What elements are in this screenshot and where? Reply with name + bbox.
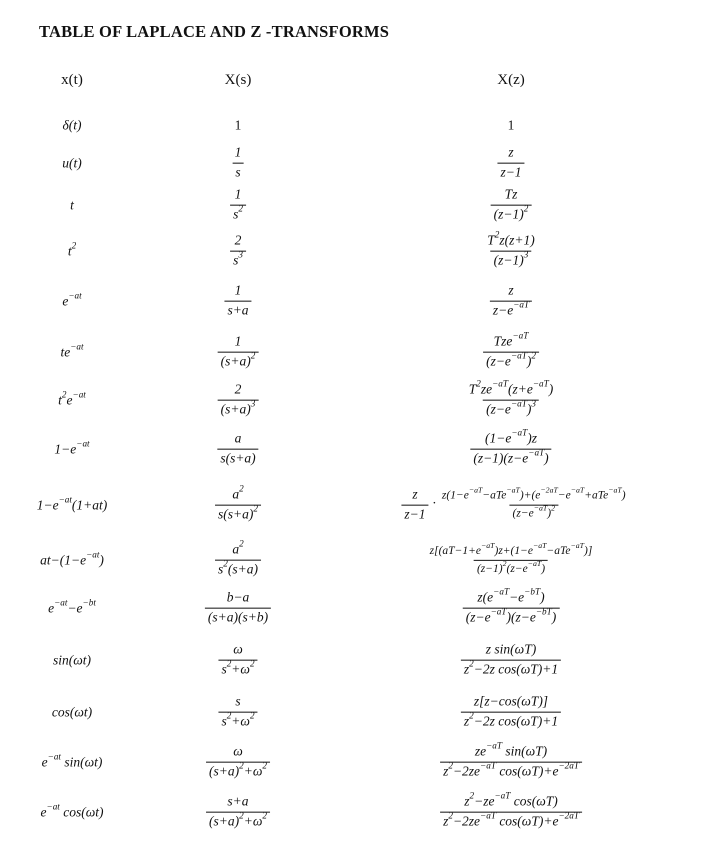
- page-title: TABLE OF LAPLACE AND Z -TRANSFORMS: [39, 22, 390, 41]
- row-2-xt: [62, 156, 82, 170]
- expression: cos(ωt): [51, 704, 93, 720]
- numerator: 1: [234, 333, 242, 349]
- fraction: [440, 790, 582, 830]
- row-8-xs: [217, 432, 258, 467]
- row-5-xz: [490, 284, 532, 319]
- expression: u(t): [62, 155, 82, 171]
- denominator: $(z-1)(z-e^{-aT})$: [470, 449, 551, 467]
- row-1-xs: [235, 118, 242, 132]
- denominator: (s+a)(s+b): [205, 608, 271, 626]
- row-6-xt: [60, 341, 84, 360]
- row-15-xt: [40, 801, 104, 820]
- fraction: [439, 485, 629, 520]
- fraction: [491, 188, 532, 223]
- denominator: $(z-e^{-aT})(z-e^{-bT})$: [463, 608, 560, 626]
- fraction: [461, 643, 561, 678]
- fraction: [483, 330, 539, 370]
- numerator: s+a: [227, 793, 249, 809]
- numerator: s: [235, 693, 241, 709]
- fraction: [215, 483, 261, 523]
- denominator: $s^2$: [230, 205, 246, 223]
- expression: $t^2$: [67, 240, 77, 259]
- row-11-xs: [205, 591, 271, 626]
- fraction: [205, 591, 271, 626]
- row-5-xt: [62, 290, 82, 309]
- row-3-xs: [230, 188, 246, 223]
- fraction: [218, 335, 259, 370]
- numerator: b−a: [226, 589, 250, 605]
- denominator: $(s+a)^2$: [218, 352, 259, 370]
- numerator: $T^2z(z+1)$: [487, 229, 535, 248]
- numerator: $z[(aT-1+e^{-aT})z+(1-e^{-aT}-aTe^{-aT})]$: [429, 540, 593, 557]
- expression: 1: [234, 117, 242, 133]
- denominator: $s^3$: [230, 251, 246, 269]
- denominator: $(z-1)^3$: [491, 251, 532, 269]
- row-6-xz: [483, 330, 539, 370]
- denominator: $(z-e^{-aT})^2$: [483, 352, 539, 370]
- fraction: [470, 427, 551, 467]
- fraction: [484, 229, 537, 269]
- row-14-xz: [440, 740, 582, 780]
- denominator: $(z-e^{-aT})^3$: [483, 400, 539, 418]
- expression: $e^{-at}$ sin(ωt): [41, 751, 103, 770]
- expression: $1-e^{-at}(1+at)$: [36, 494, 108, 513]
- expression: δ(t): [62, 117, 82, 133]
- denominator: $z^2-2z$ cos(ωT)+1: [461, 712, 561, 730]
- row-9-xz: $\frac{z}{z-1}$ · $z(1-e^{-aT}-aTe^{-aT})+(e^{-2aT}-e^{-aT}+aTe^{-aT})$ $(z-e^{-aT})^2$: [401, 488, 628, 523]
- row-7-xs: [218, 383, 259, 418]
- row-7-xz: [466, 378, 557, 418]
- row-10-xt: [40, 549, 104, 568]
- header-time-domain: x(t): [61, 72, 83, 88]
- row-5-xs: [224, 284, 251, 319]
- expression: 1: [507, 117, 515, 133]
- fraction: [230, 234, 246, 269]
- numerator: ω: [233, 641, 243, 657]
- row-8-xt: [54, 438, 90, 457]
- numerator: ω: [233, 743, 243, 759]
- row-2-xz: [497, 146, 524, 181]
- fraction: [206, 745, 270, 780]
- denominator: $(z-e^{-aT})^2$: [510, 505, 558, 521]
- row-4-xs: [230, 234, 246, 269]
- denominator: $(s+a)^3$: [218, 400, 259, 418]
- denominator: s(s+a): [217, 449, 258, 467]
- header-z-transform: X(z): [497, 72, 525, 88]
- expression: $te^{-at}$: [60, 341, 84, 360]
- numerator: $z^2-ze^{-aT}$ cos(ωT): [464, 790, 558, 809]
- row-4-xz: [484, 229, 537, 269]
- row-14-xs: [206, 745, 270, 780]
- row-12-xs: [218, 643, 257, 678]
- fraction: [466, 378, 557, 418]
- denominator: $(z-1)^2$: [491, 205, 532, 223]
- row-15-xs: [206, 795, 270, 830]
- denominator: $z-e^{-aT}$: [490, 301, 532, 319]
- numerator: $a^2$: [232, 538, 244, 557]
- row-11-xz: [463, 586, 560, 626]
- numerator: z: [508, 282, 514, 298]
- numerator: 1: [234, 144, 242, 160]
- numerator: $ze^{-aT}$ sin(ωT): [474, 740, 548, 759]
- expression: t: [70, 197, 74, 213]
- row-1-xz: [508, 118, 515, 132]
- fraction: [440, 740, 582, 780]
- row-12-xt: [53, 653, 91, 667]
- expression: sin(ωt): [52, 652, 92, 668]
- row-9-xs: [215, 483, 261, 523]
- numerator: $z(e^{-aT}-e^{-bT})$: [477, 586, 545, 605]
- row-10-xs: [215, 538, 261, 578]
- denominator: z−1: [497, 163, 524, 181]
- row-10-xz: [427, 540, 596, 575]
- row-3-xz: [491, 188, 532, 223]
- numerator: a: [234, 430, 242, 446]
- expression: $1-e^{-at}$: [54, 438, 90, 457]
- fraction: [218, 643, 257, 678]
- denominator: $s^2+\omega^2$: [218, 712, 257, 730]
- numerator: $T^2ze^{-aT}(z+e^{-aT})$: [468, 378, 554, 397]
- fraction: [490, 284, 532, 319]
- row-13-xs: [218, 695, 257, 730]
- numerator: Tze$^{-aT}$: [493, 330, 529, 349]
- denominator: $z^2-2z$ cos(ωT)+1: [461, 660, 561, 678]
- numerator: 2: [234, 381, 242, 397]
- numerator: Tz: [504, 186, 518, 202]
- numerator: 1: [234, 186, 242, 202]
- row-12-xz: [461, 643, 561, 678]
- row-2-xs: [232, 146, 245, 181]
- fraction: [206, 795, 270, 830]
- denominator: $(z-1)^2(z-e^{-aT})$: [474, 560, 548, 576]
- fraction: [218, 383, 259, 418]
- denominator: $s(s+a)^2$: [215, 505, 261, 523]
- row-13-xz: [461, 695, 561, 730]
- fraction: [461, 695, 561, 730]
- fraction: [215, 538, 261, 578]
- row-3-xt: [70, 198, 74, 212]
- row-8-xz: [470, 427, 551, 467]
- fraction: [497, 146, 524, 181]
- fraction: [230, 188, 246, 223]
- row-4-xt: [67, 240, 77, 259]
- fraction: [218, 695, 257, 730]
- denominator: s+a: [224, 301, 251, 319]
- expression: $e^{-at}-e^{-bt}$: [48, 597, 96, 616]
- numerator: $a^2$: [232, 483, 244, 502]
- row-7-xt: [58, 389, 86, 408]
- fraction: [463, 586, 560, 626]
- numerator: 2: [234, 232, 242, 248]
- denominator: $(s+a)^2+\omega^2$: [206, 812, 270, 830]
- numerator: z[z−cos(ωT)]: [473, 693, 549, 709]
- expression: $e^{-at}$ cos(ωt): [40, 801, 104, 820]
- header-laplace: X(s): [224, 72, 252, 88]
- numerator: 1: [234, 282, 242, 298]
- expression: $e^{-at}$: [62, 290, 82, 309]
- row-11-xt: [48, 597, 96, 616]
- fraction: [224, 284, 251, 319]
- fraction: [232, 146, 245, 181]
- numerator: z sin(ωT): [485, 641, 537, 657]
- numerator: $z(1-e^{-aT}-aTe^{-aT})+(e^{-2aT}-e^{-aT}+aTe^{-aT})$: [441, 485, 626, 502]
- numerator: $(1-e^{-aT})z$: [484, 427, 537, 446]
- row-6-xs: [218, 335, 259, 370]
- denominator: $z^2-2ze^{-aT}$ $\cos(\omega T)+e^{-2aT}$: [440, 762, 582, 780]
- expression: $at-(1-e^{-at})$: [40, 549, 104, 568]
- denominator: $(s+a)^2+\omega^2$: [206, 762, 270, 780]
- denominator: $z^2-2ze^{-aT}$ $\cos(\omega T)+e^{-2aT}$: [440, 812, 582, 830]
- denominator: s: [232, 163, 243, 181]
- fraction: [217, 432, 258, 467]
- numerator: z: [508, 144, 514, 160]
- denominator: $s^2(s+a)$: [215, 560, 261, 578]
- row-1-xt: [62, 118, 81, 132]
- row-9-xt: [36, 494, 108, 513]
- row-13-xt: [52, 705, 92, 719]
- expression: $t^2e^{-at}$: [58, 389, 86, 408]
- row-15-xz: [440, 790, 582, 830]
- denominator: $s^2+\omega^2$: [218, 660, 257, 678]
- row-14-xt: [41, 751, 103, 770]
- fraction: [427, 540, 596, 575]
